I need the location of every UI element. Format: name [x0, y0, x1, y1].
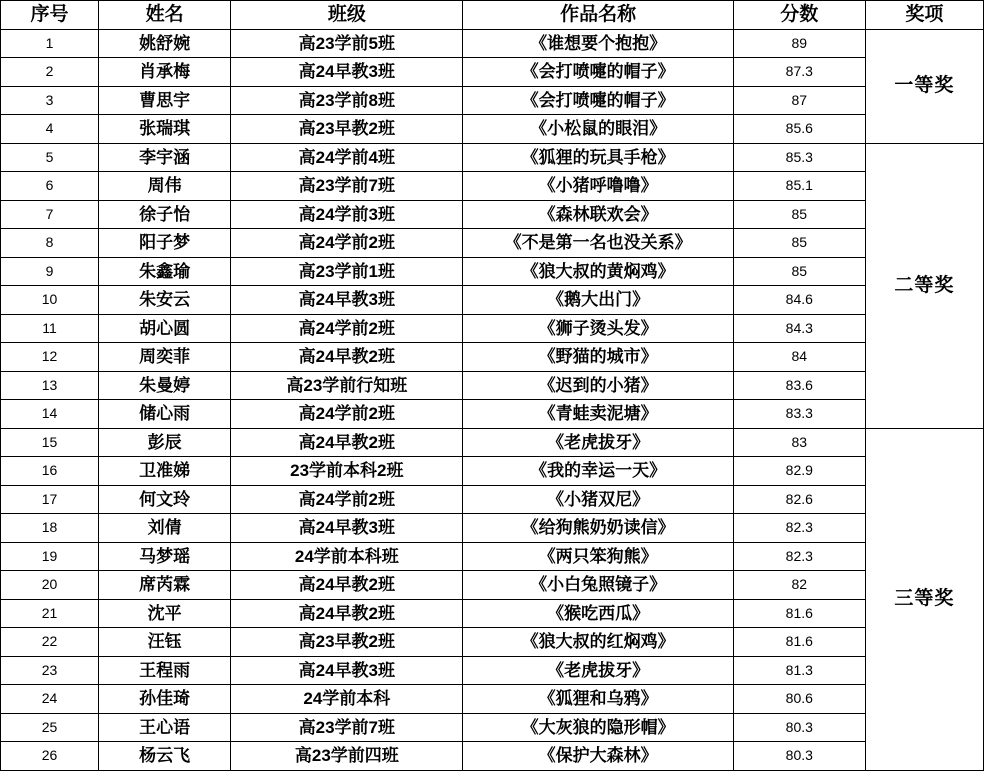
- cell-work: 《会打喷嚏的帽子》: [463, 86, 733, 115]
- cell-name: 刘倩: [99, 514, 231, 543]
- cell-name: 张瑞琪: [99, 115, 231, 144]
- cell-work: 《狼大叔的红焖鸡》: [463, 628, 733, 657]
- column-header-work: 作品名称: [463, 1, 733, 30]
- cell-score: 85.6: [733, 115, 865, 144]
- cell-name: 彭辰: [99, 428, 231, 457]
- table-row: [1, 229, 984, 258]
- table-row: [1, 257, 984, 286]
- cell-score: 84.3: [733, 314, 865, 343]
- cell-score: 81.3: [733, 656, 865, 685]
- cell-class: 高23学前8班: [231, 86, 463, 115]
- cell-index: 9: [1, 257, 99, 286]
- cell-class: 高24早教3班: [231, 656, 463, 685]
- cell-name: 孙佳琦: [99, 685, 231, 714]
- cell-name: 卫准娣: [99, 457, 231, 486]
- cell-index: 24: [1, 685, 99, 714]
- cell-class: 高24学前4班: [231, 143, 463, 172]
- cell-index: 22: [1, 628, 99, 657]
- cell-score: 85.1: [733, 172, 865, 201]
- cell-class: 高24学前2班: [231, 485, 463, 514]
- cell-score: 83.6: [733, 371, 865, 400]
- cell-class: 高23学前7班: [231, 713, 463, 742]
- table-row: [1, 86, 984, 115]
- table-row: [1, 143, 984, 172]
- cell-index: 25: [1, 713, 99, 742]
- table-row: [1, 599, 984, 628]
- cell-index: 21: [1, 599, 99, 628]
- table-row: [1, 713, 984, 742]
- cell-name: 朱鑫瑜: [99, 257, 231, 286]
- cell-index: 6: [1, 172, 99, 201]
- cell-name: 王心语: [99, 713, 231, 742]
- cell-score: 87: [733, 86, 865, 115]
- table-row: [1, 29, 984, 58]
- cell-index: 18: [1, 514, 99, 543]
- table-row: [1, 742, 984, 771]
- cell-name: 马梦瑶: [99, 542, 231, 571]
- cell-name: 杨云飞: [99, 742, 231, 771]
- cell-index: 12: [1, 343, 99, 372]
- cell-class: 高24学前3班: [231, 200, 463, 229]
- cell-name: 周奕菲: [99, 343, 231, 372]
- cell-work: 《老虎拔牙》: [463, 656, 733, 685]
- cell-name: 胡心圆: [99, 314, 231, 343]
- cell-name: 周伟: [99, 172, 231, 201]
- table-row: [1, 656, 984, 685]
- cell-class: 高24早教2班: [231, 571, 463, 600]
- cell-index: 1: [1, 29, 99, 58]
- cell-work: 《狼大叔的黄焖鸡》: [463, 257, 733, 286]
- cell-index: 11: [1, 314, 99, 343]
- table-row: [1, 571, 984, 600]
- cell-index: 13: [1, 371, 99, 400]
- cell-name: 朱曼婷: [99, 371, 231, 400]
- cell-score: 83: [733, 428, 865, 457]
- cell-class: 高24早教3班: [231, 58, 463, 87]
- table-header-row: [1, 1, 984, 30]
- table-row: [1, 428, 984, 457]
- table-row: [1, 628, 984, 657]
- cell-work: 《野猫的城市》: [463, 343, 733, 372]
- table-row: [1, 371, 984, 400]
- cell-work: 《小猪呼噜噜》: [463, 172, 733, 201]
- cell-work: 《保护大森林》: [463, 742, 733, 771]
- cell-class: 高24学前2班: [231, 314, 463, 343]
- cell-score: 87.3: [733, 58, 865, 87]
- cell-name: 李宇涵: [99, 143, 231, 172]
- cell-score: 80.3: [733, 742, 865, 771]
- cell-work: 《青蛙卖泥塘》: [463, 400, 733, 429]
- cell-work: 《大灰狼的隐形帽》: [463, 713, 733, 742]
- cell-name: 肖承梅: [99, 58, 231, 87]
- cell-index: 5: [1, 143, 99, 172]
- cell-score: 80.6: [733, 685, 865, 714]
- table-row: [1, 172, 984, 201]
- cell-name: 朱安云: [99, 286, 231, 315]
- cell-name: 姚舒婉: [99, 29, 231, 58]
- cell-class: 高24学前2班: [231, 400, 463, 429]
- table-row: [1, 343, 984, 372]
- cell-index: 10: [1, 286, 99, 315]
- cell-work: 《老虎拔牙》: [463, 428, 733, 457]
- cell-work: 《谁想要个抱抱》: [463, 29, 733, 58]
- cell-score: 82.3: [733, 542, 865, 571]
- cell-work: 《不是第一名也没关系》: [463, 229, 733, 258]
- table-row: [1, 58, 984, 87]
- column-header-award: 奖项: [865, 1, 983, 30]
- table-row: [1, 314, 984, 343]
- cell-index: 26: [1, 742, 99, 771]
- cell-score: 85: [733, 229, 865, 258]
- cell-name: 席芮霖: [99, 571, 231, 600]
- cell-score: 82.9: [733, 457, 865, 486]
- table-row: [1, 485, 984, 514]
- cell-index: 16: [1, 457, 99, 486]
- cell-class: 24学前本科: [231, 685, 463, 714]
- column-header-score: 分数: [733, 1, 865, 30]
- cell-work: 《狐狸和乌鸦》: [463, 685, 733, 714]
- cell-index: 19: [1, 542, 99, 571]
- cell-index: 15: [1, 428, 99, 457]
- cell-class: 高24早教3班: [231, 514, 463, 543]
- table-row: [1, 457, 984, 486]
- cell-index: 3: [1, 86, 99, 115]
- cell-class: 高23学前7班: [231, 172, 463, 201]
- cell-class: 高24学前2班: [231, 229, 463, 258]
- cell-score: 85: [733, 257, 865, 286]
- cell-score: 85.3: [733, 143, 865, 172]
- cell-class: 高24早教2班: [231, 599, 463, 628]
- cell-score: 89: [733, 29, 865, 58]
- cell-class: 高23学前行知班: [231, 371, 463, 400]
- table-row: [1, 514, 984, 543]
- cell-score: 81.6: [733, 628, 865, 657]
- cell-class: 高23早教2班: [231, 115, 463, 144]
- table-row: [1, 115, 984, 144]
- cell-work: 《小白兔照镜子》: [463, 571, 733, 600]
- cell-index: 20: [1, 571, 99, 600]
- cell-class: 高24早教2班: [231, 343, 463, 372]
- cell-work: 《给狗熊奶奶读信》: [463, 514, 733, 543]
- cell-score: 82.3: [733, 514, 865, 543]
- table-row: [1, 685, 984, 714]
- cell-work: 《猴吃西瓜》: [463, 599, 733, 628]
- cell-name: 阳子梦: [99, 229, 231, 258]
- cell-class: 高24早教3班: [231, 286, 463, 315]
- table-row: [1, 200, 984, 229]
- cell-score: 80.3: [733, 713, 865, 742]
- cell-index: 17: [1, 485, 99, 514]
- cell-work: 《小猪双尼》: [463, 485, 733, 514]
- cell-work: 《会打喷嚏的帽子》: [463, 58, 733, 87]
- cell-name: 沈平: [99, 599, 231, 628]
- cell-index: 4: [1, 115, 99, 144]
- cell-index: 23: [1, 656, 99, 685]
- cell-score: 84.6: [733, 286, 865, 315]
- cell-award: 三等奖: [865, 428, 983, 770]
- cell-class: 高23早教2班: [231, 628, 463, 657]
- table-row: [1, 400, 984, 429]
- cell-work: 《鹅大出门》: [463, 286, 733, 315]
- cell-index: 2: [1, 58, 99, 87]
- cell-name: 曹思宇: [99, 86, 231, 115]
- cell-class: 23学前本科2班: [231, 457, 463, 486]
- cell-score: 84: [733, 343, 865, 372]
- cell-class: 高23学前5班: [231, 29, 463, 58]
- cell-name: 何文玲: [99, 485, 231, 514]
- cell-index: 8: [1, 229, 99, 258]
- cell-index: 14: [1, 400, 99, 429]
- cell-work: 《小松鼠的眼泪》: [463, 115, 733, 144]
- cell-score: 83.3: [733, 400, 865, 429]
- cell-work: 《迟到的小猪》: [463, 371, 733, 400]
- cell-work: 《森林联欢会》: [463, 200, 733, 229]
- cell-class: 高23学前四班: [231, 742, 463, 771]
- cell-name: 储心雨: [99, 400, 231, 429]
- cell-class: 高23学前1班: [231, 257, 463, 286]
- cell-name: 汪钰: [99, 628, 231, 657]
- cell-index: 7: [1, 200, 99, 229]
- cell-score: 85: [733, 200, 865, 229]
- cell-award: 一等奖: [865, 29, 983, 143]
- cell-name: 王程雨: [99, 656, 231, 685]
- cell-score: 82: [733, 571, 865, 600]
- table-row: [1, 542, 984, 571]
- column-header-name: 姓名: [99, 1, 231, 30]
- cell-award: 二等奖: [865, 143, 983, 428]
- cell-name: 徐子怡: [99, 200, 231, 229]
- cell-work: 《狮子烫头发》: [463, 314, 733, 343]
- table-row: [1, 286, 984, 315]
- cell-work: 《狐狸的玩具手枪》: [463, 143, 733, 172]
- cell-work: 《两只笨狗熊》: [463, 542, 733, 571]
- cell-class: 高24早教2班: [231, 428, 463, 457]
- column-header-class: 班级: [231, 1, 463, 30]
- column-header-index: 序号: [1, 1, 99, 30]
- cell-score: 82.6: [733, 485, 865, 514]
- cell-work: 《我的幸运一天》: [463, 457, 733, 486]
- cell-class: 24学前本科班: [231, 542, 463, 571]
- cell-score: 81.6: [733, 599, 865, 628]
